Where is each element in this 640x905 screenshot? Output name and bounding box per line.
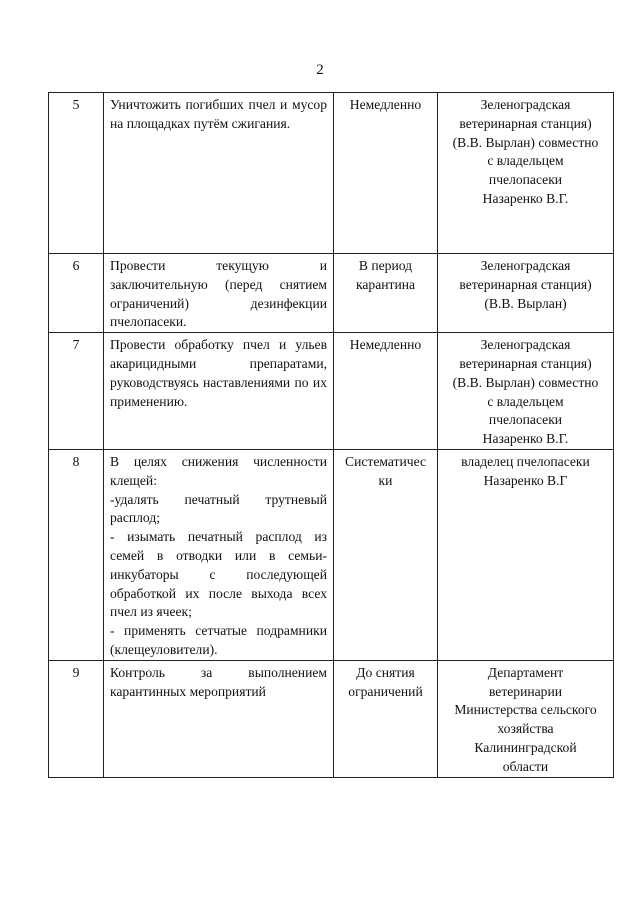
responsible-line: Назаренко В.Г. (482, 431, 569, 447)
responsible-line: области (502, 758, 549, 774)
responsible-line: (В.В. Вырлан) совместно (452, 374, 599, 390)
term-cell: Систематичес ки (334, 449, 438, 660)
responsible-line: (В.В. Вырлан) совместно (452, 134, 599, 150)
action-text: Контроль за выполнением карантинных мероприятий (110, 664, 327, 699)
action-text: - применять сетчатые подрамники (клещеуловители). (110, 623, 327, 657)
action-cell (104, 333, 334, 450)
row-number: 8 (49, 449, 104, 660)
responsible-cell (438, 660, 614, 777)
action-text: В целях снижения численности клещей: (110, 453, 327, 488)
responsible-line: Калининградской (474, 739, 577, 755)
action-cell (104, 93, 334, 254)
action-cell (104, 254, 334, 333)
table-row (49, 660, 614, 777)
responsible-line: ветеринарная станция) (459, 355, 592, 371)
row-number: 6 (49, 254, 104, 333)
term-cell: В период карантина (334, 254, 438, 333)
responsible-line: Министерства сельского (454, 702, 597, 718)
responsible-line: с владельцем (487, 393, 564, 409)
term-cell: Немедленно (334, 93, 438, 254)
table-row (49, 333, 614, 450)
responsible-line: пчелопасеки (488, 172, 563, 188)
row-number: 7 (49, 333, 104, 450)
row-number: 9 (49, 660, 104, 777)
responsible-line: Зеленоградская (480, 258, 571, 273)
table-row (49, 254, 614, 333)
responsible-line: пчелопасеки (488, 412, 563, 428)
responsible-line: хозяйства (497, 721, 554, 737)
responsible-cell (438, 333, 614, 450)
table-row (49, 449, 614, 660)
responsible-line: Назаренко В.Г (483, 472, 568, 488)
responsible-line: Зеленоградская (480, 97, 571, 112)
term-cell: Немедленно (334, 333, 438, 450)
measures-table (48, 92, 614, 778)
term-cell: До снятия ограничений (334, 660, 438, 777)
action-cell (104, 449, 334, 660)
responsible-cell (438, 93, 614, 254)
responsible-line: Департамент (487, 664, 564, 680)
responsible-line: (В.В. Вырлан) (484, 295, 567, 311)
page-number: 2 (316, 62, 324, 78)
responsible-line: Назаренко В.Г. (482, 190, 569, 206)
action-text: Уничтожить погибших пчел и мусор на площадках путём сжигания. (110, 97, 327, 131)
responsible-line: ветеринарии (488, 683, 563, 699)
responsible-line: ветеринарная станция) (459, 276, 592, 292)
action-cell (104, 660, 334, 777)
responsible-line: владелец пчелопасеки (461, 453, 590, 469)
action-text: -удалять печатный трутневый расплод; (110, 491, 327, 526)
responsible-line: с владельцем (487, 153, 564, 169)
responsible-line: Зеленоградская (480, 337, 571, 353)
row-number: 5 (49, 93, 104, 254)
action-text: Провести обработку пчел и ульев акарицидными препаратами, руководствуясь наставлениями по их применению. (110, 337, 327, 409)
responsible-cell (438, 254, 614, 333)
responsible-line: ветеринарная станция) (459, 115, 592, 131)
table-row (49, 93, 614, 254)
action-text: - изымать печатный расплод из семей в отводки или в семьи-инкубаторы с последующей обработкой их после выхода всех пчел из ячеек; (110, 529, 327, 620)
action-text: Провести текущую и заключительную (перед снятием ограничений) дезинфекции пчелопасеки. (110, 258, 327, 330)
responsible-cell (438, 449, 614, 660)
